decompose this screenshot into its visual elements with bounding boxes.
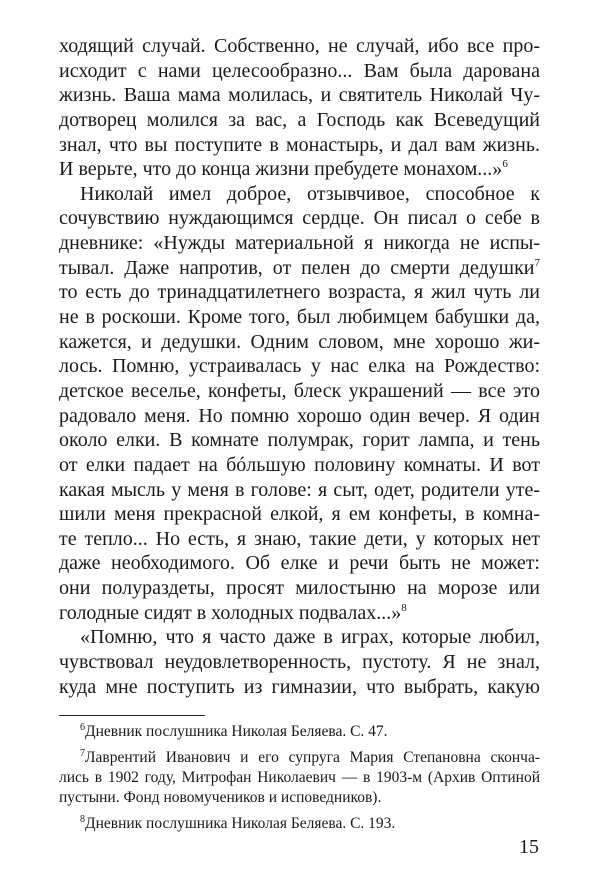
text-line	[59, 133, 540, 158]
line-text: жизнь. Ваша мама молилась, и святитель Николай Чу-	[59, 84, 540, 107]
footnote-line	[59, 788, 540, 808]
footnote-line	[59, 748, 540, 768]
line-text: какая мысль у меня в голове: я сыт, одет, родители уте-	[59, 478, 540, 501]
footnote-text: лись в 1902 году, Митрофан Николаевич — в 1903-м (Архив Оптиной	[59, 769, 540, 786]
text-line	[59, 428, 540, 453]
text-line	[59, 379, 540, 404]
text-line	[59, 108, 540, 133]
line-text: дотворец молился за вас, а Господь как Всеведущий	[59, 108, 540, 131]
text-line	[59, 59, 540, 84]
line-text: радовало меня. Но помню хорошо один вечер. Я один	[59, 404, 540, 427]
page-number: 15	[519, 836, 539, 858]
footnote-text: Дневник послушника Николая Беляева. С. 193.	[85, 815, 396, 832]
text-line	[59, 34, 540, 59]
footnote-line	[59, 768, 540, 788]
text-line	[59, 305, 540, 330]
text-line	[59, 478, 540, 503]
line-text: «Помню, что я часто даже в играх, которые любил,	[80, 626, 540, 649]
line-text: кажется, и дедушки. Одним словом, мне хорошо жи-	[59, 330, 540, 353]
line-text: те тепло... Но есть, я знаю, такие дети, у которых нет	[59, 527, 540, 550]
line-text: то есть до тринадцатилетнего возраста, я жил чуть ли	[59, 281, 540, 304]
text-line	[59, 231, 540, 256]
line-text: знал, что вы поступите в монастырь, и дал вам жизнь.	[59, 133, 540, 156]
text-line	[59, 527, 540, 552]
footnotes	[59, 722, 540, 834]
footnote-text: Лаврентий Иванович и его супруга Мария Степановна сконча-	[85, 749, 540, 766]
footnote-number: 7	[80, 748, 85, 759]
line-text: И верьте, что до конца жизни пребудете монахом...»	[59, 158, 503, 181]
line-text: тывал. Даже напротив, от пелен до смерти дедушки	[59, 256, 535, 279]
footnote-ref[interactable]: 7	[534, 256, 540, 269]
line-text: они полураздеты, просят милостыню на морозе или	[59, 577, 540, 600]
text-line	[59, 83, 540, 108]
line-text: ходящий случай. Собственно, не случай, ибо все про-	[59, 35, 540, 57]
footnote-number: 8	[80, 814, 85, 825]
line-text: шили меня прекрасной елкой, я ем конфеты, в комна-	[59, 503, 540, 526]
text-line	[59, 404, 540, 429]
text-line	[59, 453, 540, 478]
footnote-text: Дневник послушника Николая Беляева. С. 47.	[85, 723, 388, 740]
line-text: даже необходимого. Об елке и речи быть не может:	[59, 552, 540, 575]
footnote-text: пустыни. Фонд новомучеников и исповедников).	[59, 789, 382, 806]
text-line	[59, 650, 540, 675]
text-line	[59, 206, 540, 231]
line-text: исходит с нами целесообразно... Вам была дарована	[59, 59, 540, 82]
line-text: дневнике: «Нужды материальной я никогда не испы-	[59, 232, 540, 255]
footnote-ref[interactable]: 6	[502, 158, 508, 171]
text-line	[59, 675, 540, 700]
footnote-number: 6	[80, 722, 85, 733]
text-line	[59, 625, 540, 650]
line-text: около елки. В комнате полумрак, горит лампа, и тень	[59, 429, 540, 452]
text-line	[59, 182, 540, 207]
line-text: куда мне поступить из гимназии, что выбрать, какую	[59, 675, 540, 698]
line-text: голодные сидят в холодных подвалах...»	[59, 601, 402, 624]
text-line	[59, 280, 540, 305]
text-line	[59, 551, 540, 576]
line-text: сочувствию нуждающимся сердце. Он писал о себе в	[59, 207, 540, 230]
text-line	[59, 354, 540, 379]
text-line	[59, 502, 540, 527]
text-line	[59, 330, 540, 355]
footnote-ref[interactable]: 8	[401, 601, 407, 614]
text-line	[59, 157, 540, 182]
footnote-line	[59, 814, 540, 834]
line-text: от елки падает на бóльшую половину комнаты. И вот	[59, 453, 540, 476]
line-text: не в роскоши. Кроме того, был любимцем бабушки да,	[59, 306, 540, 329]
line-text: детское веселье, конфеты, блеск украшений — все это	[59, 379, 540, 402]
body-text	[59, 34, 540, 699]
footnote-line	[59, 722, 540, 742]
text-line	[59, 256, 540, 281]
footnote-divider	[59, 715, 205, 716]
text-line	[59, 601, 540, 626]
line-text: лось. Помню, устраивалась у нас елка на Рождество:	[59, 355, 540, 378]
line-text: чувствовал неудовлетворенность, пустоту. Я не знал,	[59, 651, 540, 674]
line-text: Николай имел доброе, отзывчивое, способное к	[80, 182, 540, 205]
text-line	[59, 576, 540, 601]
